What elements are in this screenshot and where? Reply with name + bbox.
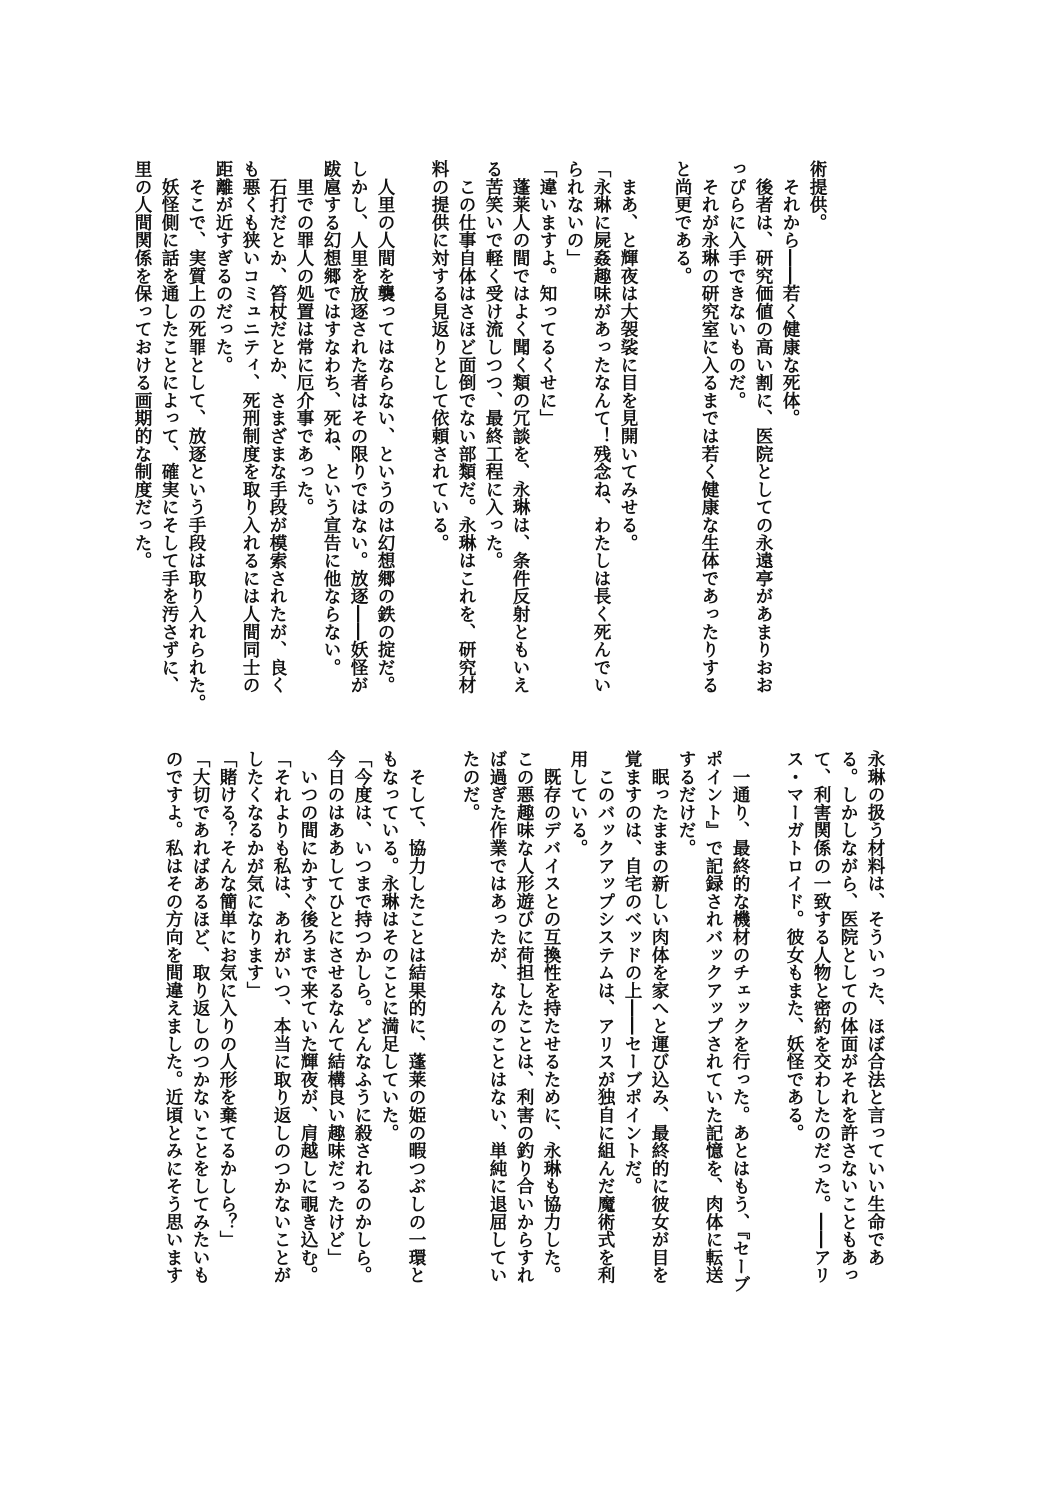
text-line: 後者は、研究価値の高い割に、医院としての永遠亭があまりおお	[753, 160, 773, 694]
text-line: 蓬莱人の間ではよく聞く類の冗談を、永琳は、条件反射ともいえ	[510, 160, 530, 694]
text-line: 「永琳に屍姦趣味があったなんて！残念ね、わたしは長く死んでい	[591, 160, 611, 694]
text-line: もなっている。永琳はそのことに満足していた。	[379, 750, 399, 1142]
text-line: られないの」	[564, 160, 584, 267]
text-line: そして、協力したことは結果的に、蓬莱の姫の暇つぶしの一環と	[406, 750, 426, 1284]
text-line: も悪くも狭いコミュニティ、死刑制度を取り入れるには人間同士の	[240, 160, 260, 694]
text-line: ば過ぎた作業ではあったが、なんのことはない、単純に退屈してい	[487, 750, 507, 1284]
text-block-top	[128, 160, 830, 740]
text-line: 一通り、最終的な機材のチェックを行った。あとはもう、『セーブ	[730, 750, 750, 1293]
text-line: 石打だとか、笞杖だとか、さまざまな手段が模索されたが、良く	[267, 160, 287, 694]
text-line: 眠ったままの新しい肉体を家へと運び込み、最終的に彼女が目を	[649, 750, 669, 1284]
text-line: まあ、と輝夜は大袈裟に目を見開いてみせる。	[618, 160, 638, 552]
text-line: この仕事自体はさほど面倒でない部類だ。永琳はこれを、研究材	[456, 160, 476, 694]
text-line: 今日のはああしてひとにさせるなんて結構良い趣味だったけど」	[325, 750, 345, 1267]
text-line: 「今度は、いつまで持つかしら。どんなふうに殺されるのかしら。	[352, 750, 372, 1284]
text-line: っぴらに入手できないものだ。	[726, 160, 746, 410]
text-line: 距離が近すぎるのだった。	[213, 160, 233, 374]
blank-line	[429, 750, 456, 1390]
text-line: 覚ますのは、自宅のベッドの上――セーブポイントだ。	[622, 750, 642, 1195]
text-line: 「違いますよ。知ってるくせに」	[537, 160, 557, 427]
text-line: 里の人間関係を保っておける画期的な制度だった。	[132, 160, 152, 570]
text-line: いつの間にかすぐ後ろまで来ていた輝夜が、肩越しに覗き込む。	[298, 750, 318, 1284]
text-line: 「それよりも私は、あれがいつ、本当に取り返しのつかないことが	[271, 750, 291, 1284]
text-line: しかし、人里を放逐された者はその限りではない。放逐――妖怪が	[348, 160, 368, 694]
text-line: る。しかしながら、医院としての体面がそれを許さないこともあっ	[838, 750, 858, 1284]
text-line: 術提供。	[807, 160, 827, 232]
text-line: それから――若く健康な死体。	[780, 160, 800, 427]
text-line: このバックアップシステムは、アリスが独自に組んだ魔術式を利	[595, 750, 615, 1284]
text-block-bottom	[159, 750, 888, 1390]
blank-line	[753, 750, 780, 1390]
text-line: 里での罪人の処置は常に厄介事であった。	[294, 160, 314, 516]
text-line: たのだ。	[460, 750, 480, 822]
text-line: 料の提供に対する見返りとして依頼されている。	[429, 160, 449, 552]
text-line: ポイント』で記録されバックアップされていた記憶を、肉体に転送	[703, 750, 723, 1284]
text-line: て、利害関係の一致する人物と密約を交わしたのだった。――アリ	[811, 750, 831, 1284]
blank-line	[641, 160, 668, 740]
text-line: ス・マーガトロイド。彼女もまた、妖怪である。	[784, 750, 804, 1142]
blank-line	[398, 160, 425, 740]
text-line: それが永琳の研究室に入るまでは若く健康な生体であったりする	[699, 160, 719, 694]
text-line: 「賭ける？そんな簡単にお気に入りの人形を棄てるかしら？」	[217, 750, 237, 1249]
text-line: 跋扈する幻想郷ではすなわち、死ね、という宣告に他ならない。	[321, 160, 341, 677]
text-line: そこで、実質上の死罪として、放逐という手段は取り入れられた。	[186, 160, 206, 712]
text-line: 永琳の扱う材料は、そういった、ほぼ合法と言っていい生命であ	[865, 750, 885, 1267]
text-line: したくなるかが気になります」	[244, 750, 264, 1000]
text-line: と尚更である。	[672, 160, 692, 285]
text-line: 用している。	[568, 750, 588, 857]
text-line: 「大切であればあるほど、取り返しのつかないことをしてみたいも	[190, 750, 210, 1284]
text-line: この悪趣味な人形遊びに荷担したことは、利害の釣り合いからすれ	[514, 750, 534, 1284]
text-line: る苦笑いで軽く受け流しつつ、最終工程に入った。	[483, 160, 503, 570]
text-line: するだけだ。	[676, 750, 696, 857]
text-line: 既存のデバイスとの互換性を持たせるために、永琳も協力した。	[541, 750, 561, 1284]
text-line: 人里の人間を襲ってはならない、というのは幻想郷の鉄の掟だ。	[375, 160, 395, 694]
text-line: のですよ。私はその方向を間違えました。近頃とみにそう思います	[163, 750, 183, 1284]
text-line: 妖怪側に話を通したことによって、確実にそして手を汚さずに、	[159, 160, 179, 694]
